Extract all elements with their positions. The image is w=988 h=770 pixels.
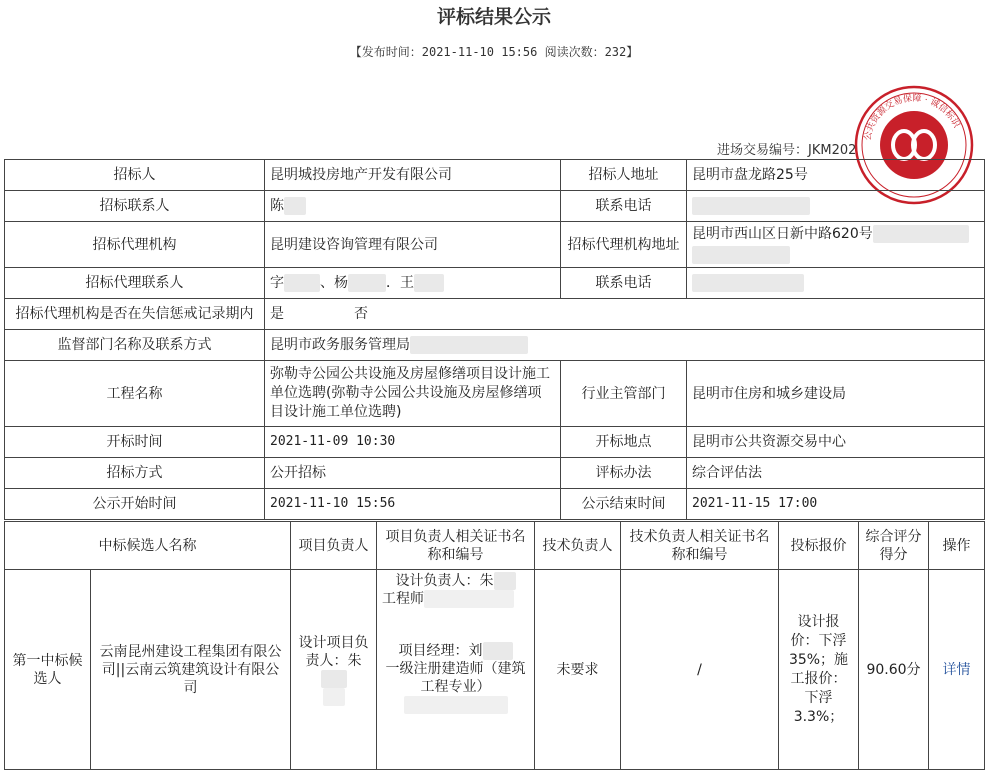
phone-value bbox=[687, 191, 985, 222]
pm-cert-builder-text: 一级注册建造师（建筑工程专业） bbox=[385, 661, 526, 695]
supervisor-value bbox=[265, 330, 985, 361]
open-place-value: 昆明市公共资源交易中心 bbox=[687, 427, 985, 458]
tenderee-address-label: 招标人地址 bbox=[561, 160, 687, 191]
tenderee-label: 招标人 bbox=[5, 160, 265, 191]
pm-cert-manager-text: 项目经理：刘 bbox=[398, 643, 483, 659]
start-time-value: 2021-11-10 15:56 bbox=[265, 489, 561, 520]
eval-label: 评标办法 bbox=[561, 458, 687, 489]
redacted-block bbox=[321, 670, 347, 688]
method-value: 公开招标 bbox=[265, 458, 561, 489]
agency-value: 昆明建设咨询管理有限公司 bbox=[265, 222, 561, 268]
header-op: 操作 bbox=[929, 522, 985, 570]
project-name-label: 工程名称 bbox=[5, 361, 265, 427]
end-time-value: 2021-11-15 17:00 bbox=[687, 489, 985, 520]
dishonest-label: 招标代理机构是否在失信惩戒记录期内 bbox=[5, 299, 265, 330]
open-time-value: 2021-11-09 10:30 bbox=[265, 427, 561, 458]
supervisor-label: 监督部门名称及联系方式 bbox=[5, 330, 265, 361]
redacted-block bbox=[284, 274, 320, 292]
tenderee-address-value: 昆明市盘龙路25号 bbox=[687, 160, 985, 191]
open-time-label: 开标时间 bbox=[5, 427, 265, 458]
start-time-label: 公示开始时间 bbox=[5, 489, 265, 520]
industry-label: 行业主管部门 bbox=[561, 361, 687, 427]
phone2-value bbox=[687, 268, 985, 299]
redacted-block bbox=[692, 246, 790, 264]
candidate-tech: 未要求 bbox=[535, 570, 621, 770]
table-row bbox=[5, 570, 985, 770]
candidate-pm-cert bbox=[377, 570, 535, 770]
candidate-pm-text: 设计项目负责人：朱 bbox=[298, 634, 369, 669]
redacted-block bbox=[414, 274, 444, 292]
agency-address-text: 昆明市西山区日新中路620号 bbox=[692, 226, 873, 242]
header-candidate-name: 中标候选人名称 bbox=[5, 522, 291, 570]
redacted-block bbox=[424, 590, 514, 608]
candidates-table bbox=[4, 521, 985, 770]
agency-contact-3: ．王 bbox=[386, 275, 414, 291]
dishonest-value bbox=[265, 299, 985, 330]
candidate-score: 90.60分 bbox=[859, 570, 929, 770]
agency-address-value bbox=[687, 222, 985, 268]
supervisor-text: 昆明市政务服务管理局 bbox=[270, 337, 410, 353]
redacted-block bbox=[692, 274, 804, 292]
phone2-label: 联系电话 bbox=[561, 268, 687, 299]
industry-value: 昆明市住房和城乡建设局 bbox=[687, 361, 985, 427]
redacted-block bbox=[483, 642, 513, 660]
header-score: 综合评分得分 bbox=[859, 522, 929, 570]
header-pm: 项目负责人 bbox=[291, 522, 377, 570]
redacted-block bbox=[873, 225, 969, 243]
redacted-block bbox=[404, 696, 508, 714]
redacted-block bbox=[494, 572, 516, 590]
agency-contact-2: 、杨 bbox=[320, 275, 348, 291]
redacted-block bbox=[692, 197, 810, 215]
candidate-pm bbox=[291, 570, 377, 770]
publish-info: 【发布时间：2021-11-10 15:56 阅读次数：232】 bbox=[349, 45, 639, 59]
trade-number: 进场交易编号：JKM202 bbox=[717, 143, 857, 158]
eval-value: 综合评估法 bbox=[687, 458, 985, 489]
page-title: 评标结果公示 bbox=[436, 6, 551, 28]
phone-label: 联系电话 bbox=[561, 191, 687, 222]
redacted-block bbox=[410, 336, 528, 354]
agency-label: 招标代理机构 bbox=[5, 222, 265, 268]
agency-contact-1: 字 bbox=[270, 275, 284, 291]
pm-cert-engineer-text: 工程师 bbox=[382, 591, 424, 607]
contact-name: 陈 bbox=[270, 198, 284, 214]
contact-label: 招标联系人 bbox=[5, 191, 265, 222]
redacted-block bbox=[323, 688, 345, 706]
svg-text:公共资源交易保障 · 诚信标识: 公共资源交易保障 · 诚信标识 bbox=[863, 93, 962, 142]
contact-value bbox=[265, 191, 561, 222]
agency-address-label: 招标代理机构地址 bbox=[561, 222, 687, 268]
tenderee-value: 昆明城投房地产开发有限公司 bbox=[265, 160, 561, 191]
candidate-price: 设计报价：下浮35%；施工报价：下浮3.3%； bbox=[779, 570, 859, 770]
dishonest-yes: 是 bbox=[270, 306, 284, 322]
agency-contact-label: 招标代理联系人 bbox=[5, 268, 265, 299]
pm-cert-design-text: 设计负责人：朱 bbox=[395, 573, 494, 589]
method-label: 招标方式 bbox=[5, 458, 265, 489]
candidate-tech-cert: / bbox=[621, 570, 779, 770]
details-link[interactable]: 详情 bbox=[929, 570, 985, 770]
header-pm-cert: 项目负责人相关证书名称和编号 bbox=[377, 522, 535, 570]
end-time-label: 公示结束时间 bbox=[561, 489, 687, 520]
dishonest-no: 否 bbox=[354, 306, 368, 322]
project-name-value: 弥勒寺公园公共设施及房屋修缮项目设计施工单位选聘(弥勒寺公园公共设施及房屋修缮项目设计施工单位选聘) bbox=[265, 361, 561, 427]
open-place-label: 开标地点 bbox=[561, 427, 687, 458]
redacted-block bbox=[284, 197, 306, 215]
candidate-name: 云南昆州建设工程集团有限公司||云南云筑建筑设计有限公司 bbox=[91, 570, 291, 770]
tender-info-table bbox=[4, 159, 985, 520]
candidate-rank: 第一中标候选人 bbox=[5, 570, 91, 770]
header-price: 投标报价 bbox=[779, 522, 859, 570]
redacted-block bbox=[348, 274, 386, 292]
header-tech-cert: 技术负责人相关证书名称和编号 bbox=[621, 522, 779, 570]
header-tech: 技术负责人 bbox=[535, 522, 621, 570]
agency-contact-value bbox=[265, 268, 561, 299]
